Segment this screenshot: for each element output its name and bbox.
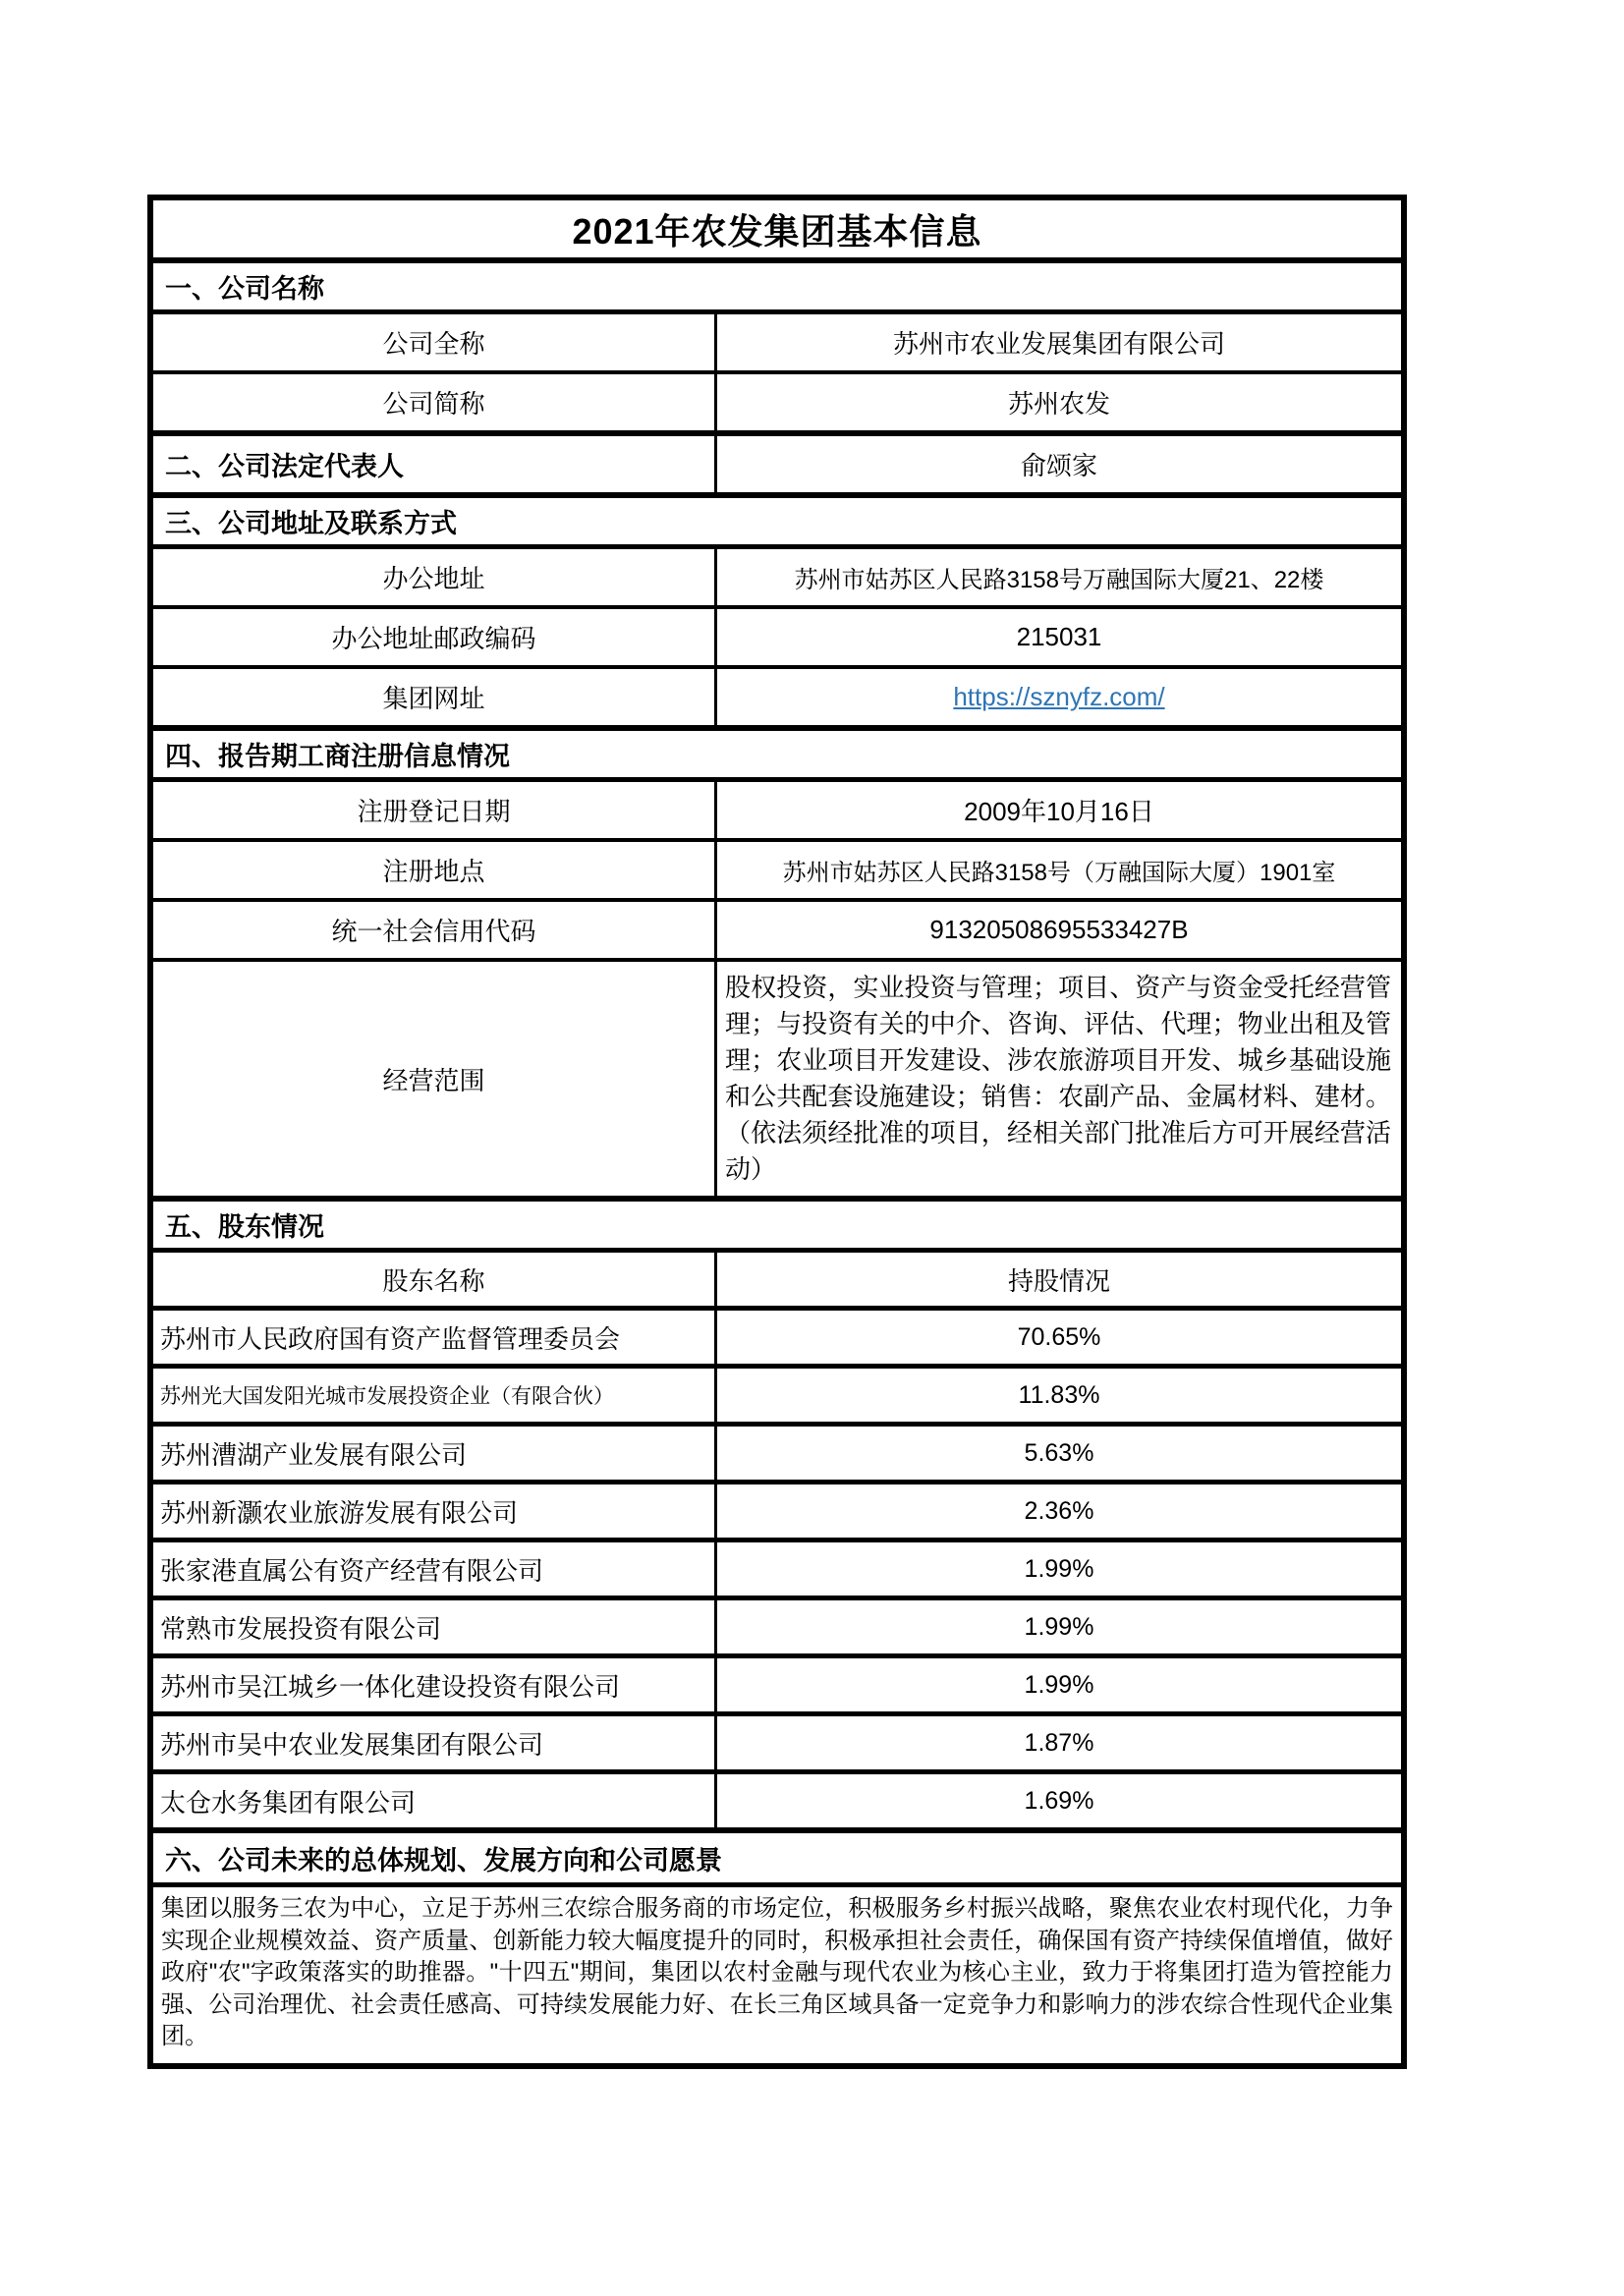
office-address-label: 办公地址	[153, 549, 717, 605]
section-company-name	[153, 263, 1401, 314]
business-scope-row	[153, 962, 1401, 1202]
office-address-value: 苏州市姑苏区人民路3158号万融国际大厦21、22楼	[794, 567, 1324, 593]
company-full-name-value: 苏州市农业发展集团有限公司	[892, 329, 1225, 359]
shareholder-share: 1.99%	[1024, 1612, 1094, 1641]
website-label: 集团网址	[153, 669, 717, 725]
registration-date-row	[153, 782, 1401, 842]
shareholder-row	[153, 1484, 1401, 1542]
section-heading-vision: 六、公司未来的总体规划、发展方向和公司愿景	[165, 1845, 722, 1876]
legal-representative-row	[153, 436, 1401, 498]
vision-paragraph-row	[153, 1887, 1401, 2063]
website-link[interactable]: https://sznyfz.com/	[953, 682, 1165, 711]
shareholder-name: 常熟市发展投资有限公司	[153, 1600, 717, 1653]
shareholder-name: 张家港直属公有资产经营有限公司	[153, 1542, 717, 1596]
shareholder-row	[153, 1311, 1401, 1369]
shareholder-share: 70.65%	[1017, 1322, 1101, 1351]
section-vision	[153, 1833, 1401, 1887]
company-full-name-row	[153, 314, 1401, 374]
shareholder-row	[153, 1427, 1401, 1484]
shareholder-name: 苏州市吴中农业发展集团有限公司	[153, 1716, 717, 1769]
shareholder-share: 1.69%	[1024, 1786, 1094, 1815]
section-heading-legal-representative: 二、公司法定代表人	[153, 436, 717, 492]
vision-paragraph: 集团以服务三农为中心，立足于苏州三农综合服务商的市场定位，积极服务乡村振兴战略，聚焦农业农村现代化，力争实现企业规模效益、资产质量、创新能力较大幅度提升的同时，积极承担社会责任，确保国有资产持续保值增值，做好政府"农"字政策落实的助推器。"十四五"期间，集团以农村金融与现代农业为核心主业，致力于将集团打造为管控能力强、公司治理优、社会责任感高、可持续发展能力好、在长三角区域具备一定竞争力和影响力的涉农综合性现代企业集团。	[161, 1895, 1393, 2049]
company-short-name-value: 苏州农发	[1007, 389, 1110, 419]
company-info-table	[147, 195, 1407, 2069]
credit-code-label: 统一社会信用代码	[153, 902, 717, 958]
shareholder-name: 苏州漕湖产业发展有限公司	[153, 1427, 717, 1480]
registration-date-value: 2009年10月16日	[964, 797, 1154, 826]
registration-place-value: 苏州市姑苏区人民路3158号（万融国际大厦）1901室	[782, 860, 1336, 886]
section-heading-shareholders: 五、股东情况	[165, 1212, 324, 1242]
registration-place-row	[153, 842, 1401, 902]
section-registration-info	[153, 731, 1401, 782]
shareholder-share: 1.99%	[1024, 1670, 1094, 1699]
section-heading-company-name: 一、公司名称	[165, 274, 324, 304]
company-short-name-row	[153, 374, 1401, 436]
credit-code-row	[153, 902, 1401, 962]
shareholders-header-row	[153, 1253, 1401, 1311]
shareholder-row	[153, 1600, 1401, 1658]
company-full-name-label: 公司全称	[153, 314, 717, 370]
shareholder-row	[153, 1774, 1401, 1833]
website-value	[717, 669, 1401, 725]
shareholder-row	[153, 1716, 1401, 1774]
shareholder-row	[153, 1542, 1401, 1600]
document-title: 2021年农发集团基本信息	[572, 210, 982, 252]
shareholder-name: 苏州市人民政府国有资产监督管理委员会	[153, 1311, 717, 1364]
postal-code-row	[153, 609, 1401, 669]
shareholder-row	[153, 1658, 1401, 1716]
section-heading-address-contact: 三、公司地址及联系方式	[165, 509, 457, 538]
shareholding-column-header: 持股情况	[1007, 1265, 1110, 1296]
shareholder-share: 2.36%	[1024, 1496, 1094, 1525]
office-address-row	[153, 549, 1401, 609]
title-row	[153, 200, 1401, 263]
business-scope-value: 股权投资，实业投资与管理；项目、资产与资金受托经营管理；与投资有关的中介、咨询、评估、代理；物业出租及管理；农业项目开发建设、涉农旅游项目开发、城乡基础设施和公共配套设施建设；销售：农副产品、金属材料、建材。（依法须经批准的项目，经相关部门批准后方可开展经营活动）	[725, 973, 1391, 1184]
shareholder-row	[153, 1369, 1401, 1427]
shareholder-name: 苏州市吴江城乡一体化建设投资有限公司	[153, 1658, 717, 1711]
shareholder-share: 11.83%	[1018, 1380, 1100, 1409]
credit-code-value: 91320508695533427B	[929, 915, 1189, 944]
postal-code-label: 办公地址邮政编码	[153, 609, 717, 665]
business-scope-label: 经营范围	[153, 962, 717, 1196]
section-shareholders	[153, 1202, 1401, 1253]
website-row	[153, 669, 1401, 731]
registration-place-label: 注册地点	[153, 842, 717, 898]
legal-representative-value: 俞颂家	[1020, 451, 1097, 480]
shareholder-name: 苏州光大国发阳光城市发展投资企业（有限合伙）	[153, 1369, 717, 1422]
shareholder-share: 5.63%	[1024, 1438, 1094, 1467]
section-heading-registration-info: 四、报告期工商注册信息情况	[165, 742, 510, 771]
shareholder-name: 苏州新灏农业旅游发展有限公司	[153, 1484, 717, 1538]
shareholder-share: 1.99%	[1024, 1554, 1094, 1583]
registration-date-label: 注册登记日期	[153, 782, 717, 838]
company-short-name-label: 公司简称	[153, 374, 717, 430]
shareholder-share: 1.87%	[1024, 1728, 1094, 1757]
section-address-contact	[153, 498, 1401, 549]
shareholder-name-column-header: 股东名称	[153, 1253, 717, 1306]
shareholder-name: 太仓水务集团有限公司	[153, 1774, 717, 1827]
postal-code-value: 215031	[1016, 622, 1102, 651]
